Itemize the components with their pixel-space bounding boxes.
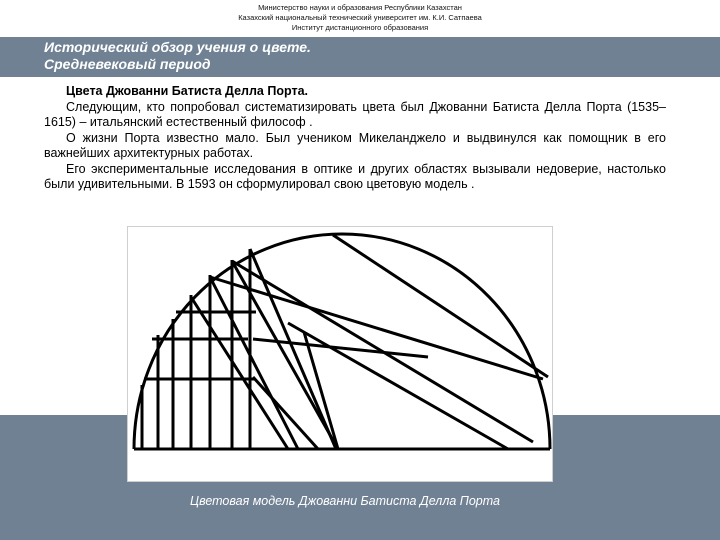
section-heading: Цвета Джованни Батиста Делла Порта. [66,84,308,98]
porta-color-model-diagram [128,227,552,481]
ray-line-1 [333,235,548,377]
slide-title-line-2: Средневековый период [44,56,211,72]
slide-title-band [0,37,720,77]
ministry-line: Министерство науки и образования Республики Казахстан [258,3,462,12]
color-model-figure [127,226,553,482]
institution-header [0,0,720,39]
slide-title-line-1: Исторический обзор учения о цвете. [44,39,311,55]
ray-line-3 [210,277,543,379]
diagonal-line-4 [191,297,288,449]
semicircle-arc [134,234,550,449]
body-paragraph-2: О жизни Порта известно мало. Был учеником Микеланджело и выдвинулся как помощник в его важнейших архитектурных работах. [44,130,666,160]
figure-caption: Цветовая модель Джованни Батиста Делла Порта [190,494,500,508]
university-line: Казахский национальный технический университет им. К.И. Сатпаева [238,13,482,22]
institute-line: Институт дистанционного образования [291,23,429,32]
body-paragraph-3: Его экспериментальные исследования в оптике и других областях вызывали недоверие, настолько были удивительными. В 1593 он сформулировал свою цветовую модель . [44,161,666,191]
body-paragraph-1: Следующим, кто попробовал систематизировать цвета был Джованни Батиста Делла Порта (1535–1615) – итальянский естественный философ . [44,99,666,129]
slide-body-text [44,84,666,193]
